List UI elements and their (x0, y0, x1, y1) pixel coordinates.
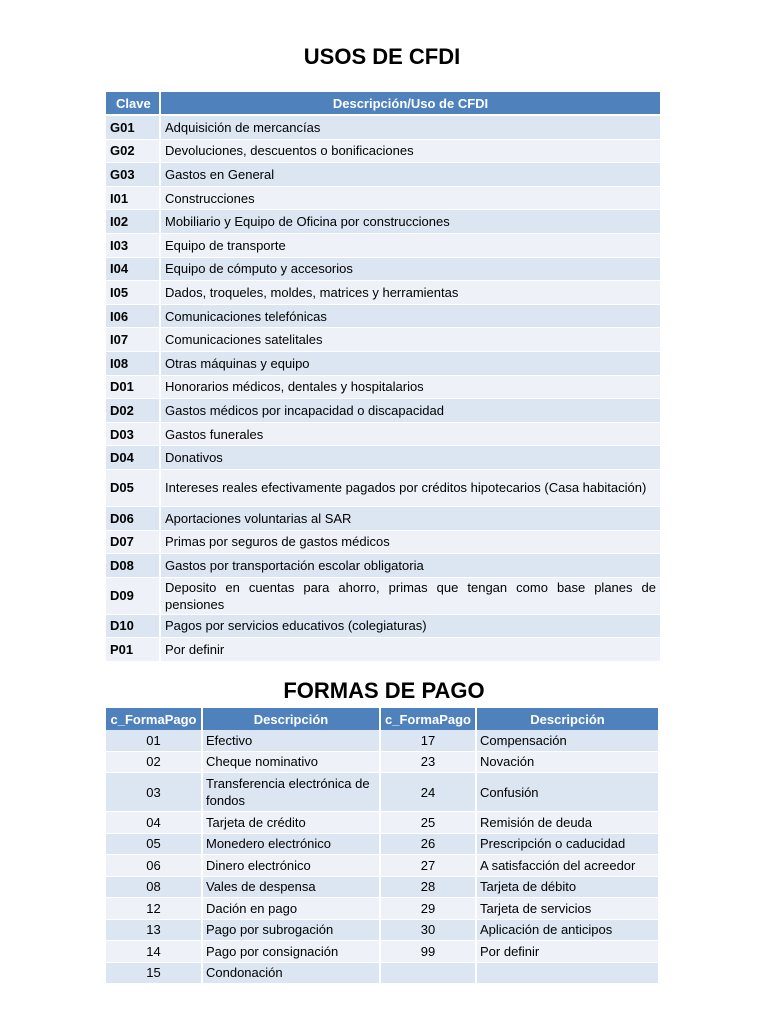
header-c-formapago-right: c_FormaPago (380, 708, 476, 730)
clave-cell: D04 (106, 446, 160, 470)
table-row (106, 351, 660, 375)
table-row (106, 577, 660, 614)
table-row (106, 281, 660, 305)
codigo-cell-left: 06 (106, 855, 202, 877)
descripcion-cell: Aportaciones voluntarias al SAR (160, 506, 660, 530)
descripcion-cell-left: Cheque nominativo (202, 751, 380, 773)
codigo-cell-right: 99 (380, 941, 476, 963)
clave-cell: G02 (106, 139, 160, 163)
table-row (106, 773, 658, 812)
table-row (106, 941, 658, 963)
usos-header-row (106, 92, 660, 115)
descripcion-cell-right: Novación (476, 751, 658, 773)
table-row (106, 919, 658, 941)
clave-cell: D10 (106, 614, 160, 638)
header-c-formapago-left: c_FormaPago (106, 708, 202, 730)
codigo-cell-right: 27 (380, 855, 476, 877)
descripcion-cell: Primas por seguros de gastos médicos (160, 530, 660, 554)
table-row (106, 422, 660, 446)
descripcion-cell: Deposito en cuentas para ahorro, primas que tengan como base planes de pensiones (160, 577, 660, 614)
codigo-cell-right: 28 (380, 876, 476, 898)
table-row (106, 554, 660, 578)
descripcion-cell: Otras máquinas y equipo (160, 351, 660, 375)
descripcion-cell: Por definir (160, 638, 660, 662)
codigo-cell-left: 12 (106, 898, 202, 920)
descripcion-cell: Mobiliario y Equipo de Oficina por construcciones (160, 210, 660, 234)
descripcion-cell: Dados, troqueles, moldes, matrices y herramientas (160, 281, 660, 305)
descripcion-cell-left: Pago por subrogación (202, 919, 380, 941)
codigo-cell-left: 14 (106, 941, 202, 963)
header-descripcion-uso: Descripción/Uso de CFDI (160, 92, 660, 115)
table-row (106, 469, 660, 506)
usos-table-body (106, 115, 660, 661)
codigo-cell-right (380, 962, 476, 984)
usos-cfdi-title: USOS DE CFDI (303, 44, 461, 69)
descripcion-cell: Adquisición de mercancías (160, 115, 660, 139)
table-row (106, 638, 660, 662)
table-row (106, 233, 660, 257)
clave-cell: I07 (106, 328, 160, 352)
table-row (106, 530, 660, 554)
clave-cell: D07 (106, 530, 160, 554)
clave-cell: I04 (106, 257, 160, 281)
table-row (106, 876, 658, 898)
descripcion-cell: Donativos (160, 446, 660, 470)
descripcion-cell: Pagos por servicios educativos (colegiaturas) (160, 614, 660, 638)
descripcion-cell-left: Condonación (202, 962, 380, 984)
table-row (106, 375, 660, 399)
header-descripcion-left: Descripción (202, 708, 380, 730)
table-row (106, 898, 658, 920)
descripcion-cell-left: Monedero electrónico (202, 833, 380, 855)
table-row (106, 163, 660, 187)
usos-cfdi-table (106, 92, 660, 662)
descripcion-cell-right: Prescripción o caducidad (476, 833, 658, 855)
codigo-cell-left: 13 (106, 919, 202, 941)
descripcion-cell-right: Confusión (476, 773, 658, 812)
clave-cell: I08 (106, 351, 160, 375)
descripcion-cell-right (476, 962, 658, 984)
clave-cell: G01 (106, 115, 160, 139)
descripcion-cell-left: Vales de despensa (202, 876, 380, 898)
descripcion-cell-right: Tarjeta de servicios (476, 898, 658, 920)
table-row (106, 751, 658, 773)
table-row (106, 210, 660, 234)
descripcion-cell: Comunicaciones satelitales (160, 328, 660, 352)
clave-cell: D05 (106, 469, 160, 506)
clave-cell: I02 (106, 210, 160, 234)
clave-cell: G03 (106, 163, 160, 187)
header-clave: Clave (106, 92, 160, 115)
descripcion-cell-right: A satisfacción del acreedor (476, 855, 658, 877)
table-row (106, 962, 658, 984)
table-row (106, 833, 658, 855)
table-row (106, 257, 660, 281)
formas-table-body (106, 730, 658, 984)
descripcion-cell-right: Tarjeta de débito (476, 876, 658, 898)
formas-de-pago-table (106, 708, 658, 984)
descripcion-cell-right: Aplicación de anticipos (476, 919, 658, 941)
table-row (106, 139, 660, 163)
table-row (106, 730, 658, 751)
codigo-cell-right: 24 (380, 773, 476, 812)
descripcion-cell-left: Dación en pago (202, 898, 380, 920)
codigo-cell-left: 04 (106, 812, 202, 834)
descripcion-cell-left: Efectivo (202, 730, 380, 751)
descripcion-cell: Gastos funerales (160, 422, 660, 446)
clave-cell: D08 (106, 554, 160, 578)
descripcion-cell: Equipo de transporte (160, 233, 660, 257)
clave-cell: D06 (106, 506, 160, 530)
clave-cell: I05 (106, 281, 160, 305)
codigo-cell-right: 17 (380, 730, 476, 751)
codigo-cell-right: 25 (380, 812, 476, 834)
descripcion-cell: Devoluciones, descuentos o bonificaciones (160, 139, 660, 163)
descripcion-cell: Comunicaciones telefónicas (160, 304, 660, 328)
formas-header-row (106, 708, 658, 730)
table-row (106, 328, 660, 352)
clave-cell: I06 (106, 304, 160, 328)
descripcion-cell-left: Tarjeta de crédito (202, 812, 380, 834)
codigo-cell-left: 15 (106, 962, 202, 984)
descripcion-cell-left: Transferencia electrónica de fondos (202, 773, 380, 812)
codigo-cell-left: 05 (106, 833, 202, 855)
codigo-cell-left: 08 (106, 876, 202, 898)
table-row (106, 446, 660, 470)
descripcion-cell: Gastos en General (160, 163, 660, 187)
clave-cell: D02 (106, 399, 160, 423)
table-row (106, 506, 660, 530)
descripcion-cell-right: Por definir (476, 941, 658, 963)
clave-cell: I01 (106, 186, 160, 210)
descripcion-cell: Gastos por transportación escolar obligatoria (160, 554, 660, 578)
descripcion-cell: Construcciones (160, 186, 660, 210)
descripcion-cell-left: Dinero electrónico (202, 855, 380, 877)
clave-cell: D03 (106, 422, 160, 446)
descripcion-cell: Intereses reales efectivamente pagados por créditos hipotecarios (Casa habitación) (160, 469, 660, 506)
clave-cell: D09 (106, 577, 160, 614)
descripcion-cell: Equipo de cómputo y accesorios (160, 257, 660, 281)
table-row (106, 812, 658, 834)
codigo-cell-left: 01 (106, 730, 202, 751)
descripcion-cell-right: Remisión de deuda (476, 812, 658, 834)
table-row (106, 855, 658, 877)
clave-cell: P01 (106, 638, 160, 662)
table-row (106, 186, 660, 210)
codigo-cell-left: 03 (106, 773, 202, 812)
header-descripcion-right: Descripción (476, 708, 658, 730)
codigo-cell-right: 30 (380, 919, 476, 941)
codigo-cell-right: 23 (380, 751, 476, 773)
codigo-cell-left: 02 (106, 751, 202, 773)
descripcion-cell-left: Pago por consignación (202, 941, 380, 963)
clave-cell: D01 (106, 375, 160, 399)
descripcion-cell-right: Compensación (476, 730, 658, 751)
table-row (106, 399, 660, 423)
table-row (106, 614, 660, 638)
table-row (106, 304, 660, 328)
formas-de-pago-title: FORMAS DE PAGO (283, 678, 485, 703)
codigo-cell-right: 26 (380, 833, 476, 855)
descripcion-cell: Honorarios médicos, dentales y hospitalarios (160, 375, 660, 399)
codigo-cell-right: 29 (380, 898, 476, 920)
table-row (106, 115, 660, 139)
clave-cell: I03 (106, 233, 160, 257)
descripcion-cell: Gastos médicos por incapacidad o discapacidad (160, 399, 660, 423)
